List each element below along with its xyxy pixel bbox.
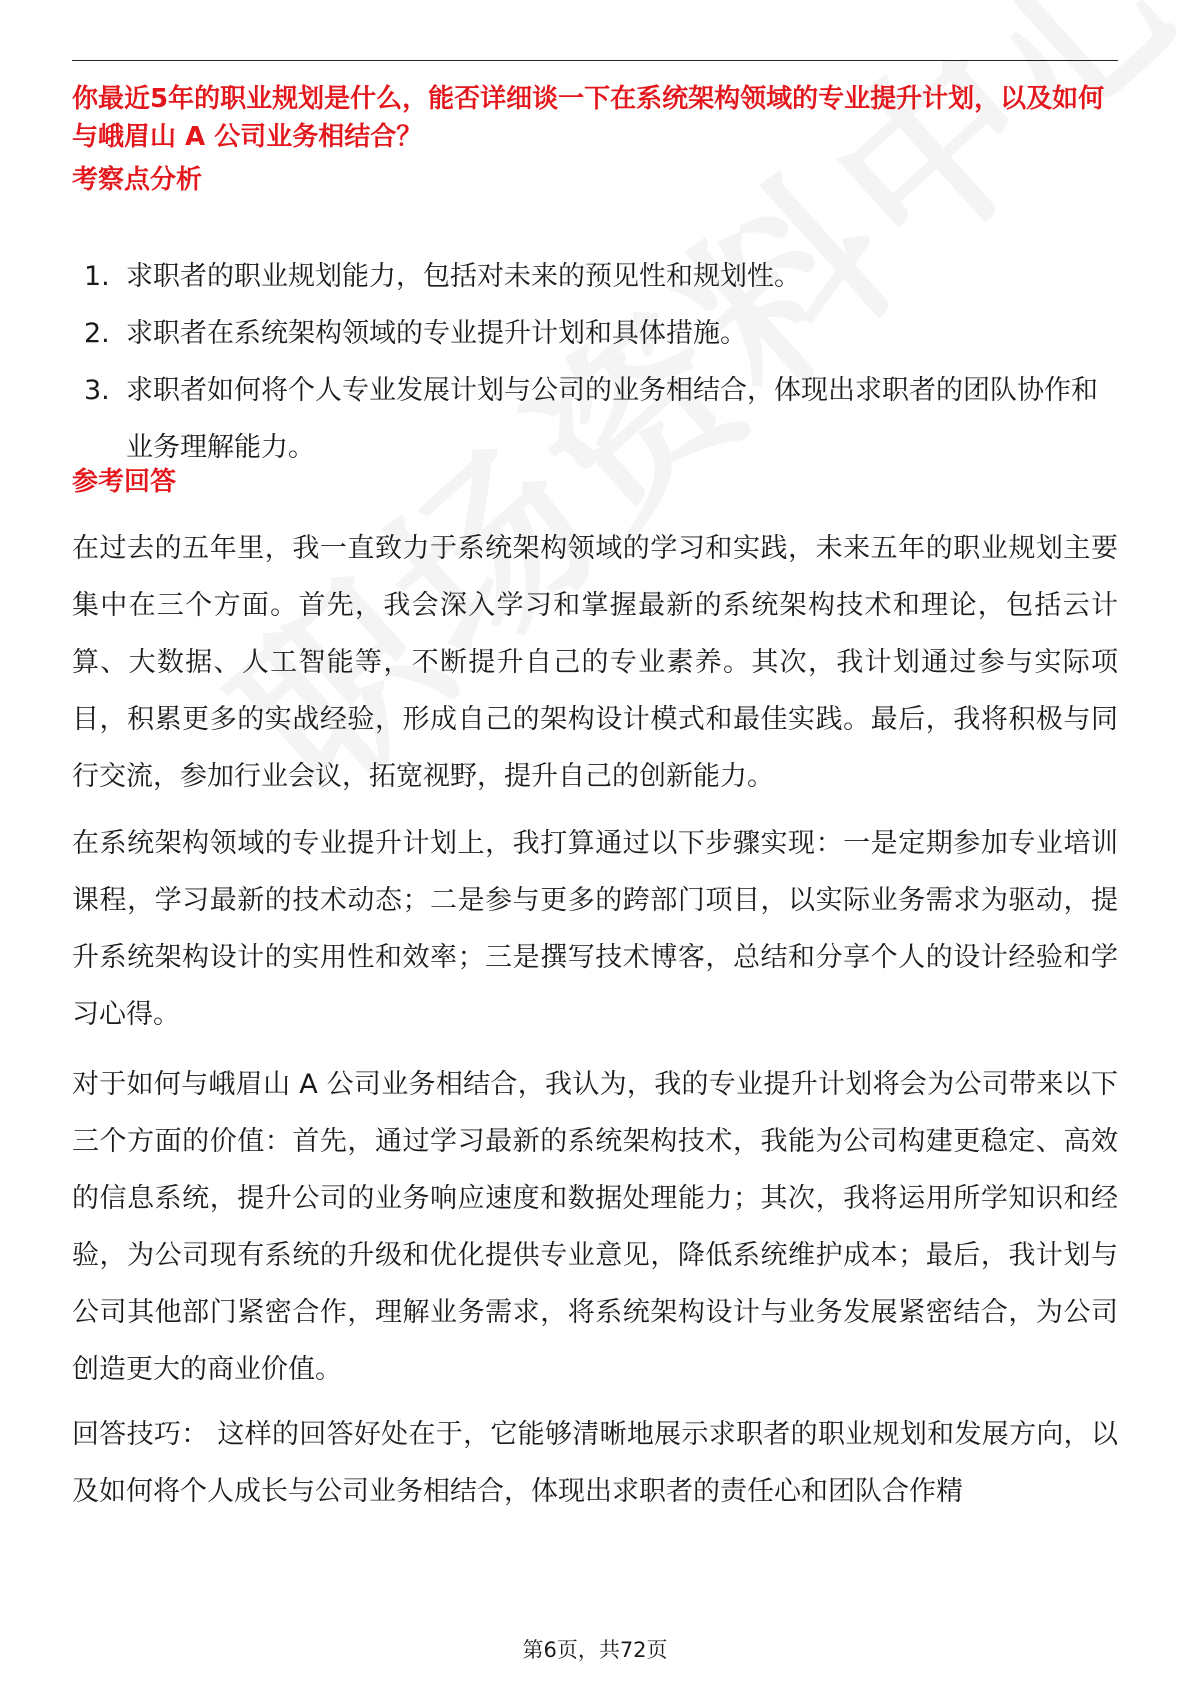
analysis-item: [72, 248, 1118, 305]
analysis-item: [72, 362, 1118, 476]
analysis-item-text: 求职者如何将个人专业发展计划与公司的业务相结合，体现出求职者的团队协作和业务理解能力。: [126, 375, 1098, 463]
analysis-item: [72, 305, 1118, 362]
page-number: 第6页，共72页: [522, 1638, 668, 1662]
analysis-list: [72, 248, 1118, 476]
answer-paragraph: 在系统架构领域的专业提升计划上，我打算通过以下步骤实现：一是定期参加专业培训课程，学习最新的技术动态；二是参与更多的跨部门项目，以实际业务需求为驱动，提升系统架构设计的实用性和效率；三是撰写技术博客，总结和分享个人的设计经验和学习心得。: [72, 828, 1118, 1030]
answer-tips-paragraph: 回答技巧： 这样的回答好处在于，它能够清晰地展示求职者的职业规划和发展方向，以及如何将个人成长与公司业务相结合，体现出求职者的责任心和团队合作精: [72, 1419, 1118, 1507]
analysis-item-number: 1.: [84, 261, 110, 292]
analysis-item-text: 求职者的职业规划能力，包括对未来的预见性和规划性。: [126, 261, 801, 292]
answer-paragraph: 对于如何与峨眉山 A 公司业务相结合，我认为，我的专业提升计划将会为公司带来以下三个方面的价值：首先，通过学习最新的系统架构技术，我能为公司构建更稳定、高效的信息系统，提升公司的业务响应速度和数据处理能力；其次，我将运用所学知识和经验，为公司现有系统的升级和优化提供专业意见，降低系统维护成本；最后，我计划与公司其他部门紧密合作，理解业务需求，将系统架构设计与业务发展紧密结合，为公司创造更大的商业价值。: [72, 1069, 1118, 1385]
answer-heading: 参考回答: [72, 467, 177, 497]
header-rule: [72, 60, 1118, 61]
analysis-item-number: 3.: [84, 375, 110, 406]
answer-paragraph: 在过去的五年里，我一直致力于系统架构领域的学习和实践，未来五年的职业规划主要集中在三个方面。首先，我会深入学习和掌握最新的系统架构技术和理论，包括云计算、大数据、人工智能等，不断提升自己的专业素养。其次，我计划通过参与实际项目，积累更多的实战经验，形成自己的架构设计模式和最佳实践。最后，我将积极与同行交流，参加行业会议，拓宽视野，提升自己的创新能力。: [72, 533, 1118, 792]
question-title: 你最近5年的职业规划是什么，能否详细谈一下在系统架构领域的专业提升计划，以及如何与峨眉山 A 公司业务相结合？: [72, 84, 1105, 152]
analysis-item-text: 求职者在系统架构领域的专业提升计划和具体措施。: [126, 318, 747, 349]
analysis-item-number: 2.: [84, 318, 110, 349]
analysis-heading: 考察点分析: [72, 165, 203, 195]
